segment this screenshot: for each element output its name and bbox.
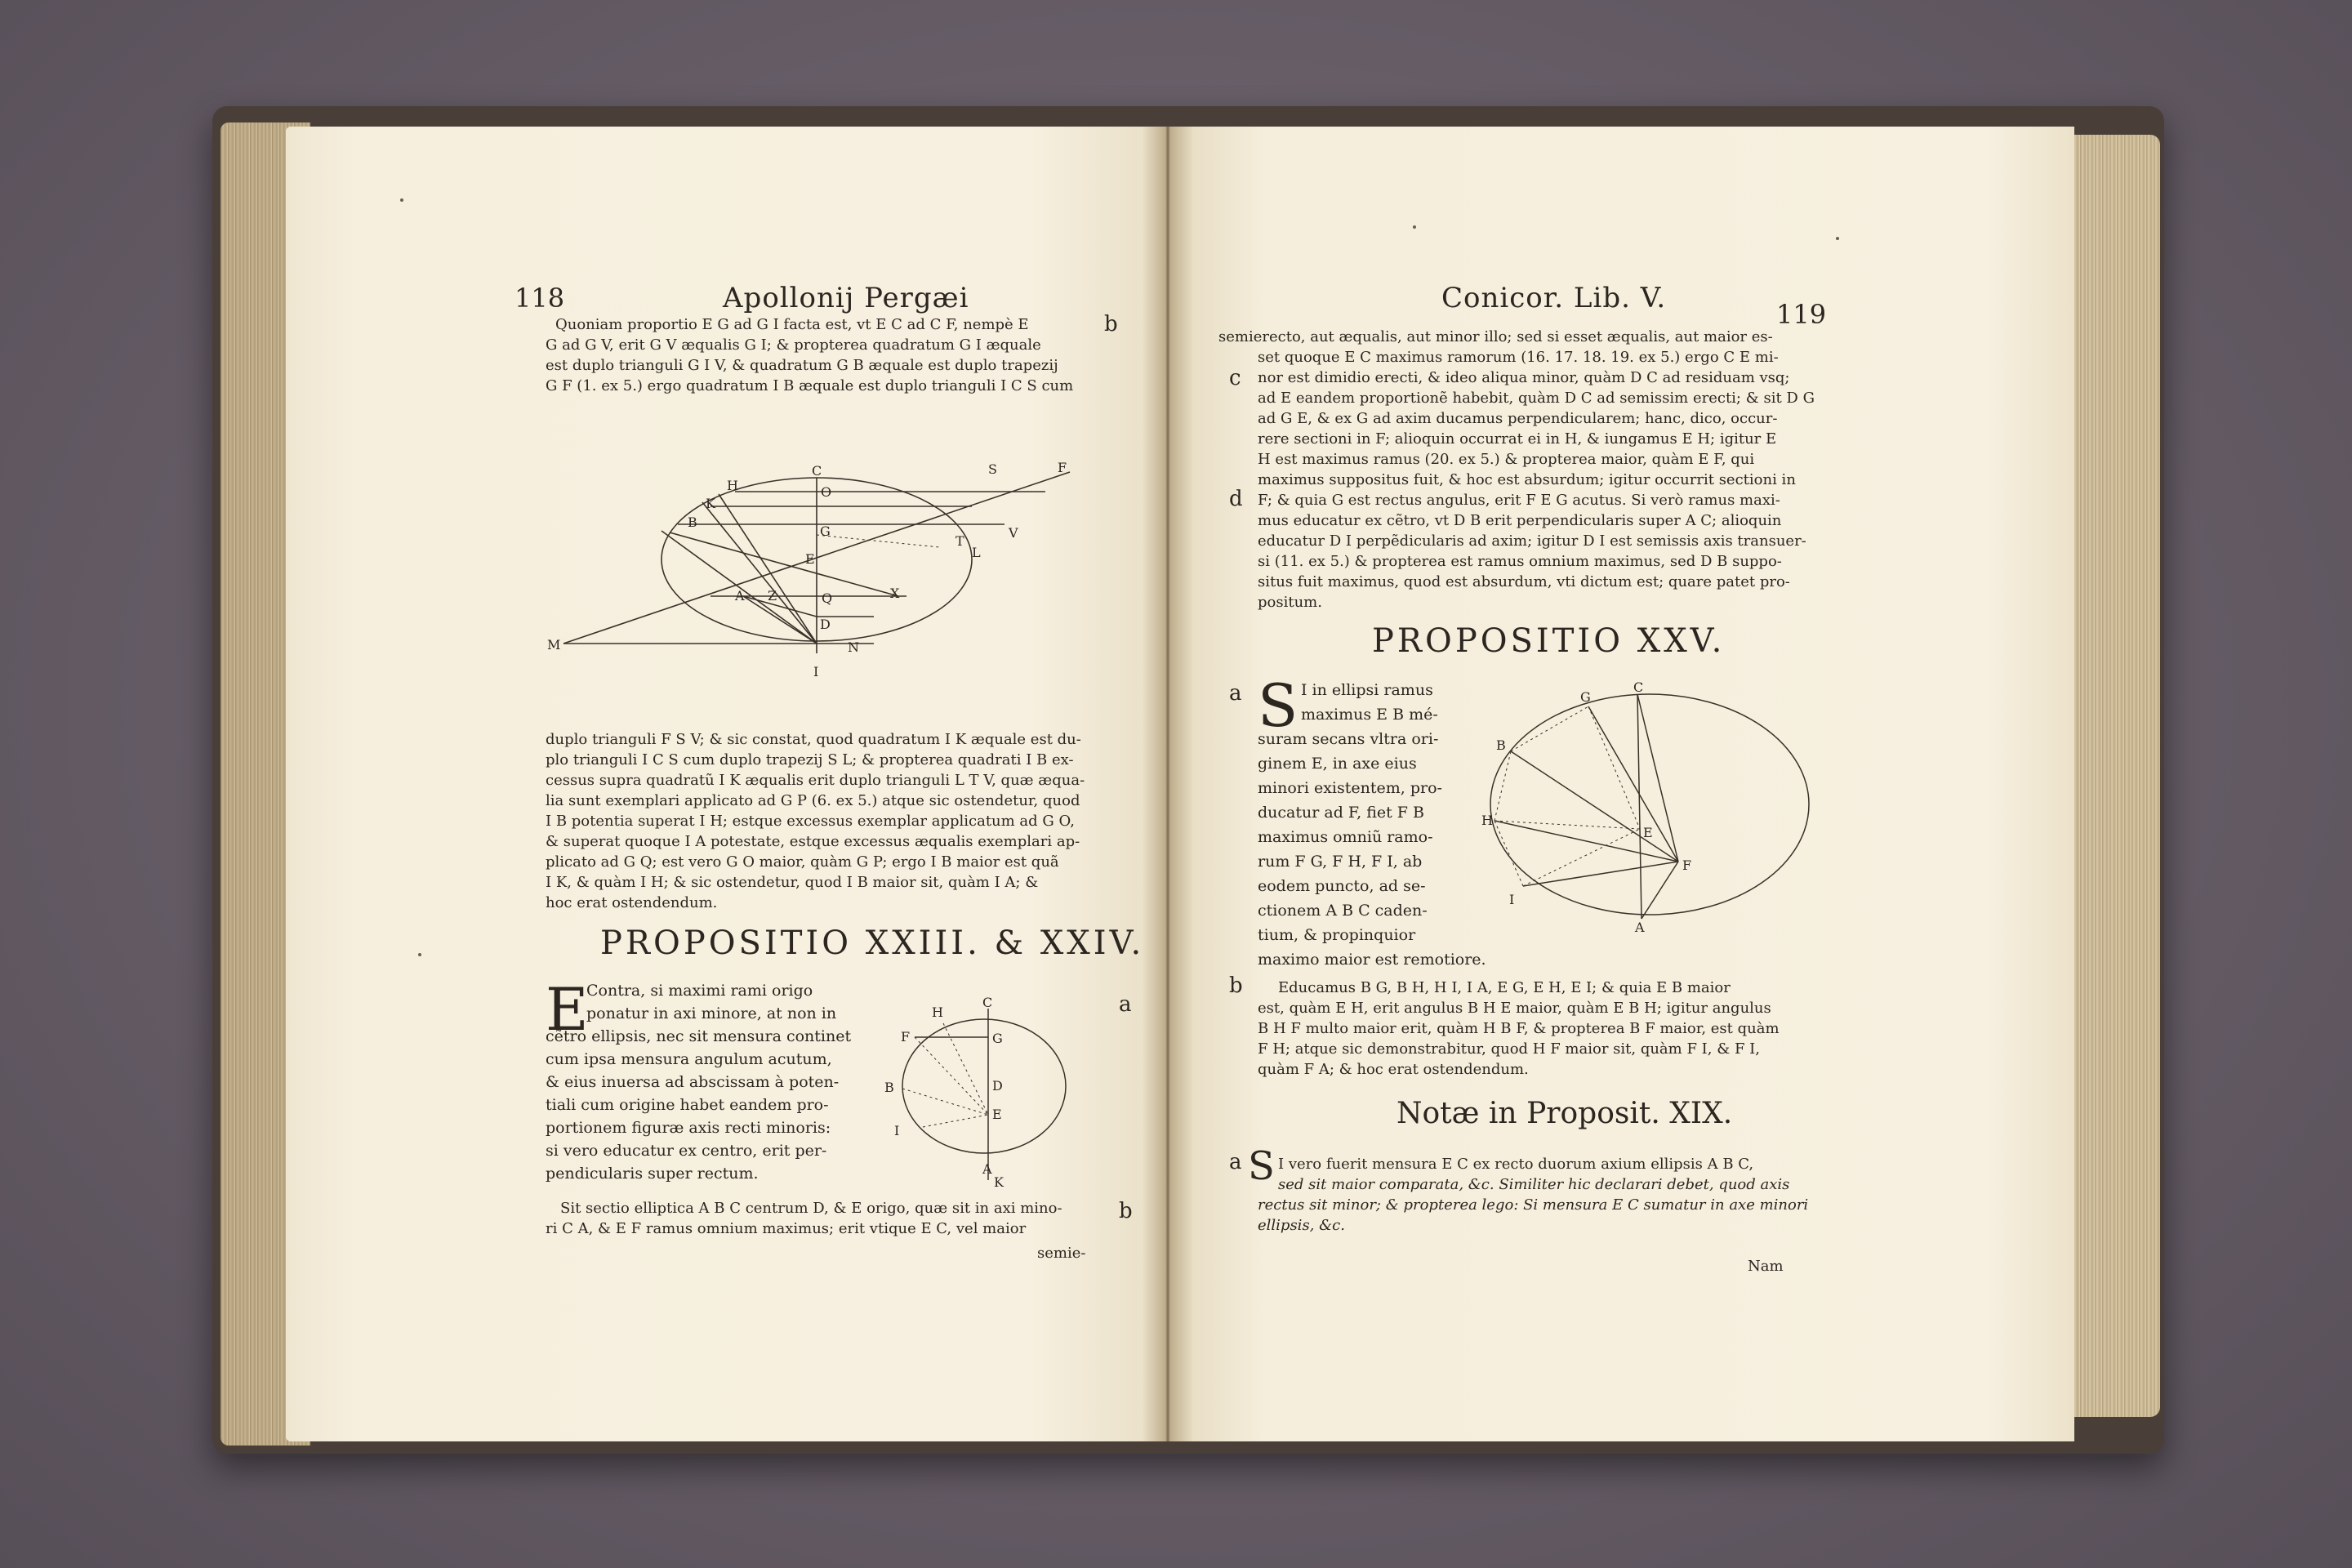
right-margin-note-c: c [1229, 366, 1241, 390]
text-line: G F (1. ex 5.) ergo quadratum I B æquale est duplo trianguli I C S cum [546, 377, 1074, 394]
proposition-title-25: PROPOSITIO XXV. [1372, 622, 1726, 660]
text-line: minori existentem, pro- [1258, 779, 1442, 797]
text-line: F H; atque sic demonstrabitur, quod H F maior sit, quàm F I, & F I, [1258, 1040, 1761, 1058]
text-line: ellipsis, &c. [1258, 1217, 1345, 1234]
paper-speck [400, 198, 403, 202]
figure-label: T [956, 533, 964, 549]
text-line: semierecto, aut æqualis, aut minor illo; sed si esset æqualis, aut maior es- [1218, 328, 1773, 345]
text-line: I in ellipsi ramus [1301, 681, 1433, 699]
book-gutter [1143, 127, 1192, 1441]
figure-label: B [884, 1080, 894, 1095]
text-line: sed sit maior comparata, &c. Similiter hic declarari debet, quod axis [1278, 1176, 1790, 1193]
figure-label: L [972, 545, 981, 560]
text-line: ginem E, in axe eius [1258, 755, 1417, 773]
right-margin-note-b: b [1229, 973, 1243, 998]
drop-cap: S [1248, 1143, 1275, 1189]
figure-label: V [1009, 525, 1018, 541]
figure-label: H [727, 478, 738, 493]
figure-label: D [992, 1078, 1003, 1094]
figure-label: H [932, 1004, 943, 1020]
figure-label: B [1496, 737, 1506, 753]
text-line: educatur D I perpẽdicularis ad axim; igitur D I est semissis axis transuer- [1258, 532, 1806, 550]
figure-label: I [813, 664, 819, 679]
figure-label: I [1509, 892, 1515, 907]
text-line: Quoniam proportio E G ad G I facta est, vt E C ad C F, nempè E [555, 316, 1029, 333]
right-page-number: 119 [1776, 299, 1827, 330]
text-line: quàm F A; & hoc erat ostendendum. [1258, 1061, 1529, 1078]
text-line: tiali cum origine habet eandem pro- [546, 1096, 829, 1114]
text-line: & superat quoque I A potestate, estque excessus æqualis exemplari ap- [546, 833, 1080, 850]
text-line: duplo trianguli F S V; & sic constat, quod quadratum I K æquale est du- [546, 731, 1081, 748]
figure-label: E [992, 1107, 1002, 1122]
text-line: ponatur in axi minore, at non in [586, 1004, 837, 1022]
text-line: cessus supra quadratũ I K æqualis erit duplo trianguli L T V, quæ æqua- [546, 772, 1085, 789]
text-line: suram secans vltra ori- [1258, 730, 1439, 748]
text-line: cum ipsa mensura angulum acutum, [546, 1050, 832, 1068]
figure-label: F [901, 1029, 911, 1045]
text-line: F; & quia G est rectus angulus, erit F E G acutus. Si verò ramus maxi- [1258, 492, 1780, 509]
drop-cap: E [546, 975, 589, 1044]
text-line: maximus E B mé- [1301, 706, 1438, 724]
paper-speck [418, 953, 421, 956]
text-line: pendicularis super rectum. [546, 1165, 759, 1183]
text-line: I vero fuerit mensura E C ex recto duorum axium ellipsis A B C, [1278, 1156, 1754, 1173]
text-line: plicato ad G Q; est vero G O maior, quàm G P; ergo I B maior est quã [546, 853, 1059, 871]
text-line: situs fuit maximus, quod est absurdum, vti dictum est; quare patet pro- [1258, 573, 1790, 590]
figure-label: X [890, 586, 900, 601]
text-line: si vero educatur ex centro, erit per- [546, 1142, 827, 1160]
text-line: mus educatur ex cẽtro, vt D B erit perpendicularis super A C; alioquin [1258, 512, 1782, 529]
figure-label: E [805, 551, 815, 567]
figure-label: A [735, 588, 745, 604]
text-line: Sit sectio elliptica A B C centrum D, & E origo, quæ sit in axi mino- [560, 1200, 1062, 1217]
left-margin-note-a: a [1119, 992, 1132, 1017]
text-line: B H F multo maior erit, quàm H B F, & propterea B F maior, est quàm [1258, 1020, 1780, 1037]
figure-label: C [1633, 682, 1644, 695]
figure-label: K [706, 496, 715, 511]
figure-label: K [994, 1174, 1004, 1190]
figure-label: O [821, 484, 832, 500]
left-margin-note-b-top: b [1104, 312, 1118, 336]
figure-label: Q [822, 590, 833, 606]
left-running-head: Apollonij Pergæi [723, 282, 969, 314]
figure-label: N [848, 639, 859, 655]
text-line: portionem figuræ axis recti minoris: [546, 1119, 831, 1137]
text-line: rere sectioni in F; alioquin occurrat ei in H, & iungamus E H; igitur E [1258, 430, 1777, 448]
figure-label: G [992, 1031, 1003, 1046]
right-margin-note-d: d [1229, 487, 1243, 511]
figure-label: M [547, 637, 561, 653]
text-line: set quoque E C maximus ramorum (16. 17. 18. 19. ex 5.) ergo C E mi- [1258, 349, 1779, 366]
figure-label: H [1481, 813, 1493, 828]
right-running-head: Conicor. Lib. V. [1441, 282, 1667, 314]
text-line: maximus omniũ ramo- [1258, 828, 1433, 846]
text-line: rum F G, F H, F I, ab [1258, 853, 1423, 871]
text-line: maximo maior est remotiore. [1258, 951, 1486, 969]
text-line: maximus suppositus fuit, & hoc est absurdum; igitur occurrit sectioni in [1258, 471, 1796, 488]
text-line: lia sunt exemplari applicato ad G P (6. ex 5.) atque sic ostendetur, quod [546, 792, 1080, 809]
notae-margin-note-a: a [1229, 1150, 1242, 1174]
geometric-figure-ellipse-2 [878, 992, 1082, 1196]
text-line: ctionem A B C caden- [1258, 902, 1428, 920]
text-line: & eius inuersa ad abscissam à poten- [546, 1073, 840, 1091]
paper-speck [1413, 225, 1416, 229]
figure-label: A [1635, 920, 1645, 935]
text-line: nor est dimidio erecti, & ideo aliqua minor, quàm D C ad residuam vsq; [1258, 369, 1790, 386]
text-line: I B potentia superat I H; estque excessus exemplar applicatum ad G O, [546, 813, 1075, 830]
text-line: positum. [1258, 594, 1322, 611]
text-line: hoc erat ostendendum. [546, 894, 718, 911]
figure-label: F [1058, 460, 1067, 475]
text-line: cẽtro ellipsis, nec sit mensura continet [546, 1027, 852, 1045]
geometric-figure-ellipse-3 [1478, 682, 1821, 935]
drop-cap: S [1258, 671, 1298, 740]
text-line: G ad G V, erit G V æqualis G I; & propterea quadratum G I æquale [546, 336, 1041, 354]
figure-label: C [812, 463, 822, 479]
figure-label: I [894, 1123, 900, 1138]
figure-label: D [820, 617, 831, 632]
left-page-number: 118 [514, 283, 565, 314]
proposition-title-23-24: PROPOSITIO XXIII. & XXIV. [600, 924, 1145, 962]
right-margin-note-a: a [1229, 681, 1242, 706]
catchword: Nam [1748, 1258, 1784, 1275]
text-line: rectus sit minor; & propterea lego: Si mensura E C sumatur in axe minori [1258, 1196, 1809, 1214]
text-line: si (11. ex 5.) & propterea est ramus omnium maximus, sed D B suppo- [1258, 553, 1782, 570]
text-line: est duplo trianguli G I V, & quadratum G B æquale est duplo trapezij [546, 357, 1058, 374]
text-line: H est maximus ramus (20. ex 5.) & propterea maior, quàm E F, qui [1258, 451, 1755, 468]
open-book [204, 106, 2164, 1454]
left-margin-note-b-bottom: b [1119, 1199, 1133, 1223]
geometric-figure-ellipse-1 [547, 457, 1102, 694]
text-line: I K, & quàm I H; & sic ostendetur, quod I B maior sit, quàm I A; & [546, 874, 1039, 891]
text-line: est, quàm E H, erit angulus B H E maior, quàm E B H; igitur angulus [1258, 1000, 1771, 1017]
text-line: plo trianguli I C S cum duplo trapezij S L; & propterea quadrati I B ex- [546, 751, 1074, 768]
figure-label: F [1682, 858, 1692, 873]
text-line: ad E eandem proportionẽ habebit, quàm D C ad semissim erecti; & sit D G [1258, 390, 1815, 407]
figure-label: B [688, 514, 697, 530]
figure-label: E [1643, 825, 1653, 840]
figure-label: S [988, 461, 997, 477]
figure-label: A [982, 1161, 992, 1177]
paper-speck [1836, 237, 1839, 240]
figure-label: C [982, 995, 993, 1010]
figure-label: G [820, 523, 831, 539]
text-line: tium, & propinquior [1258, 926, 1416, 944]
text-line: ad G E, & ex G ad axim ducamus perpendicularem; hanc, dico, occur- [1258, 410, 1778, 427]
text-line: ri C A, & E F ramus omnium maximus; erit vtique E C, vel maior [546, 1220, 1027, 1237]
text-line: ducatur ad F, fiet F B [1258, 804, 1424, 822]
figure-label: G [1580, 689, 1591, 705]
notae-title: Notæ in Proposit. XIX. [1396, 1097, 1733, 1130]
text-line: Educamus B G, B H, H I, I A, E G, E H, E I; & quia E B maior [1278, 979, 1731, 996]
catchword: semie- [1037, 1245, 1086, 1262]
figure-label: Z [768, 588, 777, 604]
text-line: Contra, si maximi rami origo [586, 982, 813, 1000]
text-line: eodem puncto, ad se- [1258, 877, 1426, 895]
